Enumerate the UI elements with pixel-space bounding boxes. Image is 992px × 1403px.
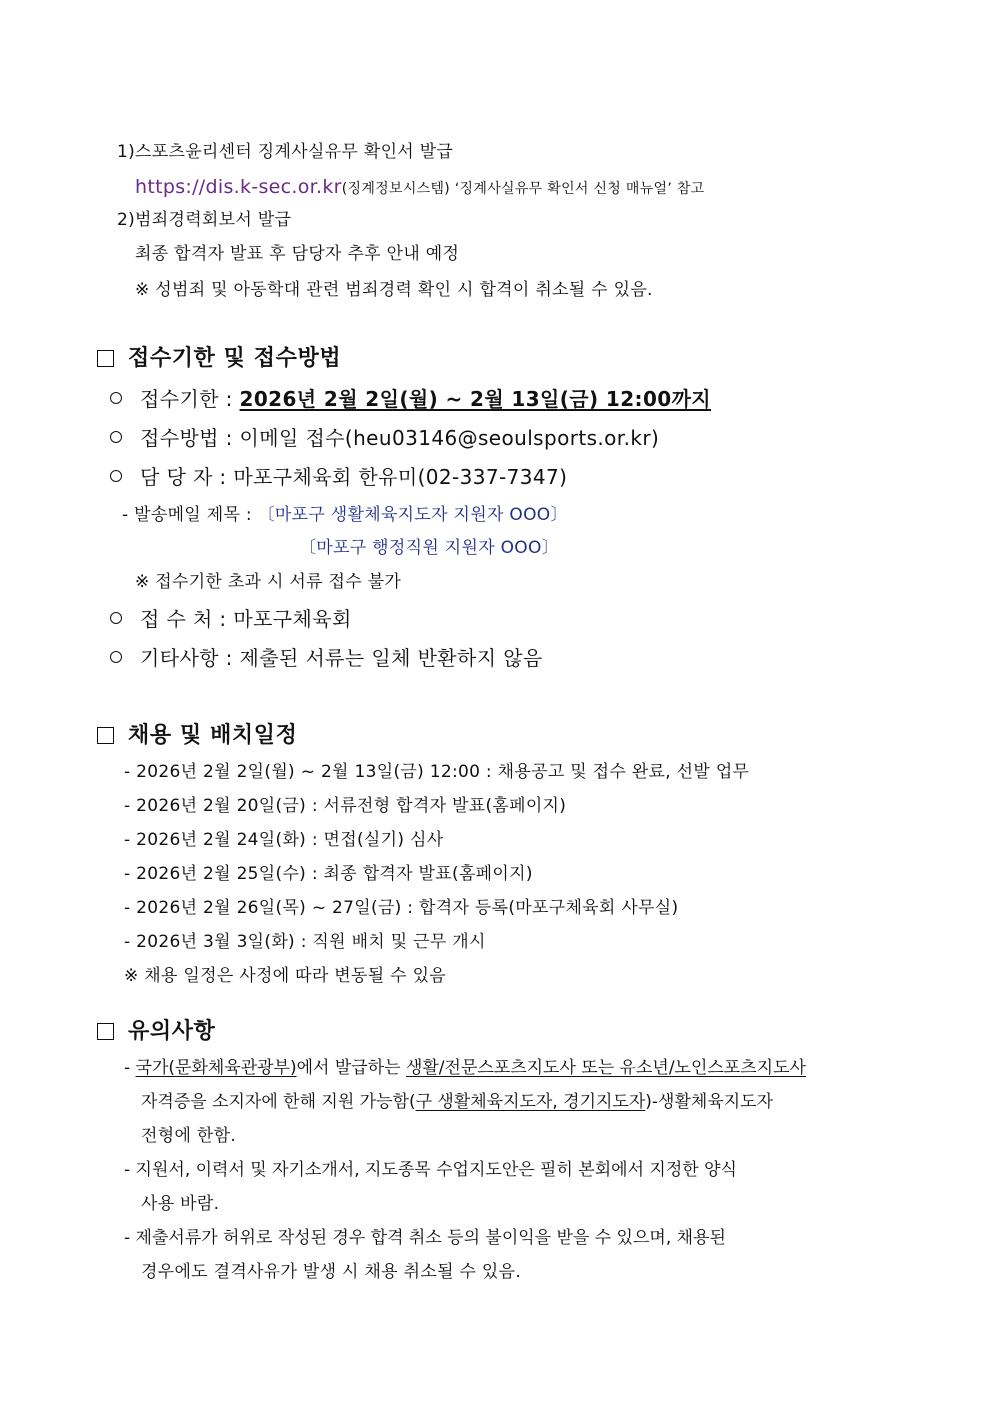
- etc-value: 제출된 서류는 일체 반환하지 않음: [239, 646, 543, 670]
- circle-bullet-icon: [110, 431, 122, 443]
- place-label: 접 수 처 :: [140, 607, 227, 631]
- mail-subject-row: [122, 507, 568, 524]
- note-2-line-2: 사용 바람.: [141, 1194, 220, 1214]
- schedule-item: - 2026년 2월 20일(금) : 서류전형 합격자 발표(홈페이지): [124, 796, 567, 816]
- receipt-method-row: [110, 428, 659, 448]
- method-value: 이메일 접수(heu03146@seoulsports.or.kr): [239, 426, 660, 450]
- mail-subject-1: 〔마포구 생활체육지도자 지원자 OOO〕: [257, 505, 568, 525]
- note-3-line-1: - 제출서류가 허위로 작성된 경우 합격 취소 등의 불이익을 받을 수 있으며, 채용된: [124, 1228, 726, 1248]
- circle-bullet-icon: [110, 392, 122, 404]
- contact-label: 담 당 자 :: [140, 465, 227, 489]
- note-1-licenses: 생활/전문스포츠지도사 또는 유소년/노인스포츠지도사: [405, 1058, 806, 1078]
- checkbox-square-icon: [97, 1023, 114, 1040]
- doc-item-2: 2)범죄경력회보서 발급: [117, 210, 292, 230]
- note-1-old-titles: 구 생활체육지도자, 경기지도자: [415, 1092, 646, 1112]
- place-value: 마포구체육회: [233, 607, 352, 631]
- notes-heading: 유의사항: [97, 1021, 215, 1043]
- schedule-heading: 채용 및 배치일정: [97, 725, 297, 747]
- doc-item-2-detail: 최종 합격자 발표 후 담당자 추후 안내 예정: [135, 244, 460, 264]
- mail-subject-2: 〔마포구 행정직원 지원자 OOO〕: [299, 538, 559, 558]
- etc-label: 기타사항 :: [140, 646, 233, 670]
- note-1-line-3: 전형에 한함.: [141, 1126, 237, 1146]
- schedule-note: ※ 채용 일정은 사정에 따라 변동될 수 있음: [124, 966, 447, 986]
- note-3-line-2: 경우에도 결격사유가 발생 시 채용 취소될 수 있음.: [141, 1262, 522, 1282]
- note-1-ministry: 국가(문화체육관광부): [135, 1058, 297, 1078]
- receipt-place-row: [110, 609, 352, 629]
- doc-item-1-note: (징계정보시스템) ‘징계사실유무 확인서 신청 매뉴얼’ 참고: [341, 181, 705, 197]
- schedule-item: - 2026년 2월 26일(목) ~ 27일(금) : 합격자 등록(마포구체육회 사무실): [124, 898, 679, 918]
- mail-subject-label: - 발송메일 제목 :: [122, 505, 252, 525]
- circle-bullet-icon: [110, 651, 122, 663]
- circle-bullet-icon: [110, 612, 122, 624]
- note-1-line-1: - 국가(문화체육관광부)에서 발급하는 생활/전문스포츠지도사 또는 유소년/노인스포츠지도사: [124, 1058, 806, 1078]
- doc-item-1-url-line: [135, 178, 705, 197]
- schedule-item: - 2026년 3월 3일(화) : 직원 배치 및 근무 개시: [124, 932, 486, 952]
- method-label: 접수방법 :: [140, 426, 233, 450]
- checkbox-square-icon: [97, 350, 114, 367]
- receipt-etc-row: [110, 648, 543, 668]
- k-sec-link[interactable]: https://dis.k-sec.or.kr: [135, 176, 342, 198]
- note-2-line-1: - 지원서, 이력서 및 자기소개서, 지도종목 수업지도안은 필히 본회에서 지정한 양식: [124, 1160, 737, 1180]
- deadline-label: 접수기한 :: [140, 387, 233, 411]
- contact-value: 마포구체육회 한유미(02-337-7347): [233, 465, 568, 489]
- checkbox-square-icon: [97, 727, 114, 744]
- schedule-item: - 2026년 2월 2일(월) ~ 2월 13일(금) 12:00 : 채용공고 및 접수 완료, 선발 업무: [124, 762, 750, 782]
- doc-item-2-note: ※ 성범죄 및 아동학대 관련 범죄경력 확인 시 합격이 취소될 수 있음.: [135, 280, 653, 300]
- deadline-value: 2026년 2월 2일(월) ~ 2월 13일(금) 12:00까지: [239, 387, 712, 411]
- schedule-item: - 2026년 2월 24일(화) : 면접(실기) 심사: [124, 830, 444, 850]
- doc-item-1: 1)스포츠윤리센터 징계사실유무 확인서 발급: [117, 142, 454, 162]
- receipt-contact-row: [110, 467, 567, 487]
- note-1-line-2: 자격증을 소지자에 한해 지원 가능함(구 생활체육지도자, 경기지도자)-생활체육지도자: [141, 1092, 774, 1112]
- late-note: ※ 접수기한 초과 시 서류 접수 불가: [135, 572, 402, 592]
- receipt-deadline-row: [110, 389, 711, 409]
- circle-bullet-icon: [110, 470, 122, 482]
- schedule-item: - 2026년 2월 25일(수) : 최종 합격자 발표(홈페이지): [124, 864, 533, 884]
- receipt-heading: 접수기한 및 접수방법: [97, 348, 341, 370]
